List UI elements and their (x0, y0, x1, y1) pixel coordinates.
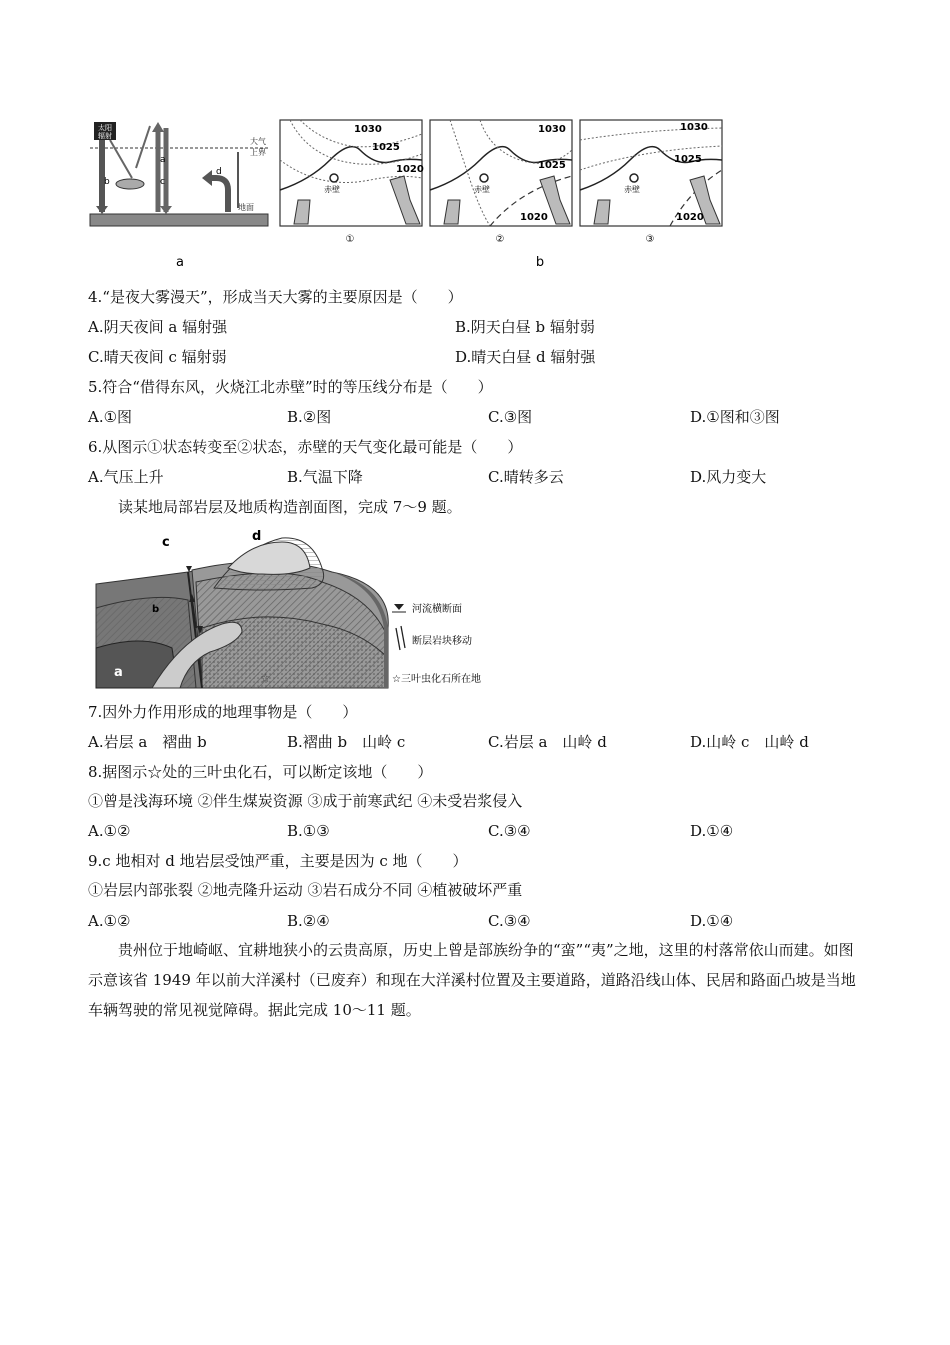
arrow-d-label: d (216, 167, 222, 177)
map3-isobar-1025: 1025 (674, 154, 702, 165)
question-5-stem: 5.符合“借得东风，火烧江北赤壁”时的等压线分布是（ ） (88, 378, 493, 396)
q5-option-a: A.①图 (88, 408, 133, 426)
q6-option-a: A.气压上升 (88, 468, 164, 486)
question-9-sub: ①岩层内部张裂 ②地壳隆升运动 ③岩石成分不同 ④植被破坏严重 (88, 881, 523, 899)
map2-number: ② (495, 234, 505, 245)
svg-text:☆: ☆ (260, 671, 271, 685)
figure-1-svg (88, 118, 738, 273)
map2-isobar-1025: 1025 (538, 160, 566, 171)
map3-number: ③ (645, 234, 655, 245)
question-8-stem: 8.据图示☆处的三叶虫化石，可以断定该地（ ） (88, 763, 433, 781)
q4-option-d: D.晴天白昼 d 辐射强 (455, 348, 596, 366)
map2-isobar-1020: 1020 (520, 212, 548, 223)
sun-label-1: 太阳 (98, 124, 112, 132)
map1-isobar-1025: 1025 (372, 142, 400, 153)
question-9-stem: 9.c 地相对 d 地岩层受蚀严重，主要是因为 c 地（ ） (88, 852, 468, 870)
map1-isobar-1030: 1030 (354, 124, 382, 135)
q8-option-a: A.①② (88, 822, 131, 840)
q5-option-b: B.②图 (287, 408, 332, 426)
atmos-label-2: 上界 (250, 148, 266, 157)
arrow-b-label: b (104, 177, 110, 187)
q5-option-d: D.①图和③图 (690, 408, 780, 426)
q7-option-d: D.山岭 c 山岭 d (690, 733, 809, 751)
legend-river: 河流横断面 (412, 604, 462, 615)
panel-a-diagram (90, 122, 268, 226)
panel-a-label: a (176, 255, 184, 270)
isobar-map-3 (580, 120, 722, 226)
fig2-label-c: c (162, 535, 170, 550)
isobar-map-2 (430, 120, 572, 226)
fig2-label-d: d (252, 529, 262, 544)
q4-option-c: C.晴天夜间 c 辐射弱 (88, 348, 227, 366)
figure-1 (88, 118, 738, 273)
q9-option-b: B.②④ (287, 912, 330, 930)
map1-isobar-1020: 1020 (396, 164, 424, 175)
arrow-a-label: a (160, 155, 166, 165)
fig2-label-a: a (114, 665, 123, 680)
atmos-label-1: 大气 (250, 137, 266, 146)
paragraph-10-11: 贵州位于地崎岖、宜耕地狭小的云贵高原，历史上曾是部族纷争的“蛮”“夷”之地，这里的村落常依山而建。如图示意该省 1949 年以前大洋溪村（已废弃）和现在大洋溪村位置及主要道路，道路沿线山体、民居和路面凸坡是当地车辆驾驶的常见视觉障碍。据此完成 10～11 题。 (88, 941, 856, 1019)
q9-option-a: A.①② (88, 912, 131, 930)
intro-7-9: 读某地局部岩层及地质构造剖面图，完成 7～9 题。 (118, 498, 462, 516)
map1-place: 赤壁 (324, 185, 340, 194)
isobar-map-1 (280, 120, 424, 226)
q7-option-c: C.岩层 a 山岭 d (488, 733, 607, 751)
map1-number: ① (345, 234, 355, 245)
figure-2-svg (92, 528, 512, 690)
q8-option-d: D.①④ (690, 822, 734, 840)
legend-fossil: ☆三叶虫化石所在地 (392, 674, 481, 685)
question-4-stem: 4.“是夜大雾漫天”，形成当天大雾的主要原因是（ ） (88, 288, 463, 306)
q8-option-c: C.③④ (488, 822, 531, 840)
map3-isobar-1020: 1020 (676, 212, 704, 223)
q6-option-b: B.气温下降 (287, 468, 363, 486)
ground-label: 地面 (238, 203, 254, 212)
q6-option-d: D.风力变大 (690, 468, 767, 486)
q4-option-a: A.阴天夜间 a 辐射强 (88, 318, 228, 336)
sun-label-2: 辐射 (98, 132, 112, 140)
map3-isobar-1030: 1030 (680, 122, 708, 133)
map2-place: 赤壁 (474, 185, 490, 194)
q9-option-d: D.①④ (690, 912, 734, 930)
map2-isobar-1030: 1030 (538, 124, 566, 135)
fig2-legend (392, 602, 481, 685)
arrow-c-label: c (160, 177, 165, 187)
q7-option-a: A.岩层 a 褶曲 b (88, 733, 207, 751)
question-6-stem: 6.从图示①状态转变至②状态，赤壁的天气变化最可能是（ ） (88, 438, 523, 456)
q7-option-b: B.褶曲 b 山岭 c (287, 733, 406, 751)
legend-fault: 断层岩块移动 (412, 636, 472, 647)
question-7-stem: 7.因外力作用形成的地理事物是（ ） (88, 703, 358, 721)
q9-option-c: C.③④ (488, 912, 531, 930)
fig2-label-b: b (152, 604, 160, 615)
panel-b-label: b (535, 255, 545, 270)
q8-option-b: B.①③ (287, 822, 330, 840)
figure-2 (92, 528, 512, 690)
map3-place: 赤壁 (624, 185, 640, 194)
q4-option-b: B.阴天白昼 b 辐射弱 (455, 318, 595, 336)
question-8-sub: ①曾是浅海环境 ②伴生煤炭资源 ③成于前寒武纪 ④未受岩浆侵入 (88, 792, 523, 810)
q6-option-c: C.晴转多云 (488, 468, 564, 486)
q5-option-c: C.③图 (488, 408, 533, 426)
